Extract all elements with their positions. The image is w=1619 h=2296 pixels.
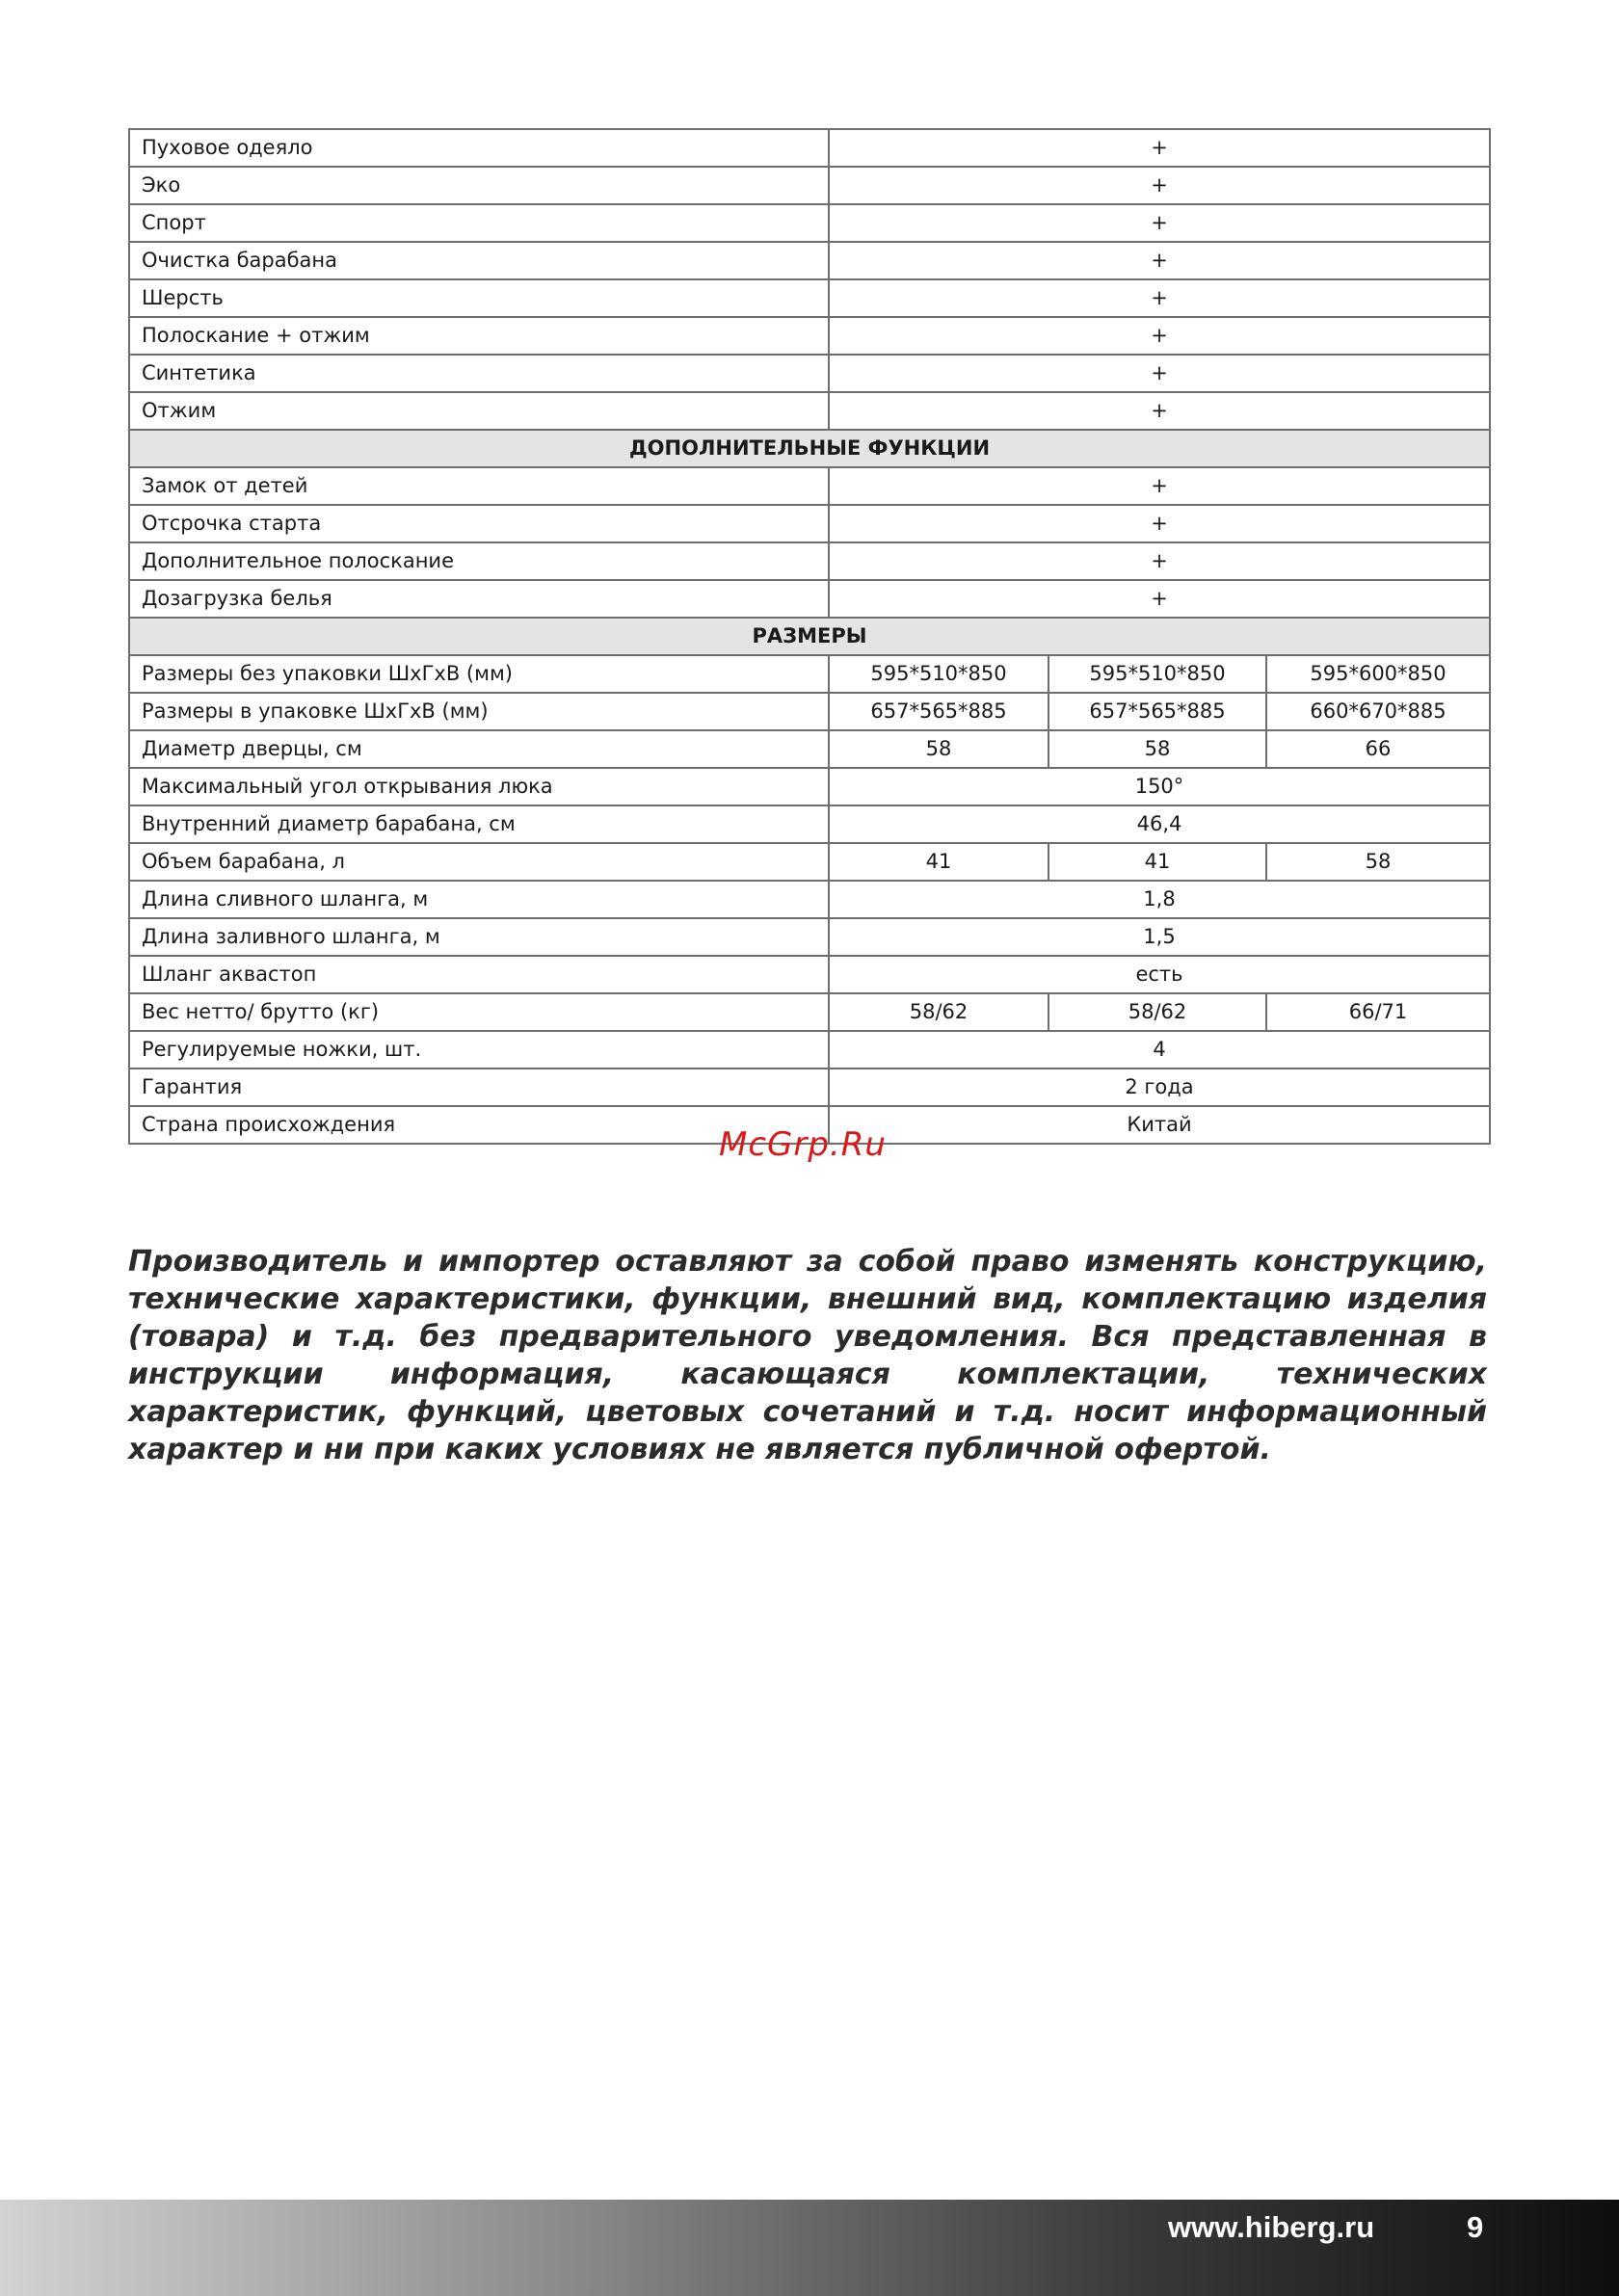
row-value: 657*565*885 <box>1048 693 1266 730</box>
row-label: Полоскание + отжим <box>129 317 829 355</box>
row-value: есть <box>829 956 1490 993</box>
section-header-dimensions <box>129 618 1490 655</box>
table-row <box>129 655 1490 693</box>
row-label: Внутренний диаметр барабана, см <box>129 805 829 843</box>
table-row <box>129 881 1490 918</box>
row-value: 4 <box>829 1031 1490 1069</box>
row-value: 66 <box>1266 730 1490 768</box>
page-number: 9 <box>1467 2210 1484 2244</box>
row-value: + <box>829 242 1490 279</box>
row-value: 660*670*885 <box>1266 693 1490 730</box>
row-value: 41 <box>829 843 1048 881</box>
row-label: Спорт <box>129 204 829 242</box>
row-label: Шерсть <box>129 279 829 317</box>
row-value: + <box>829 167 1490 204</box>
row-value: + <box>829 542 1490 580</box>
row-label: Диаметр дверцы, см <box>129 730 829 768</box>
footer-band <box>0 2200 1619 2296</box>
row-value: 58/62 <box>829 993 1048 1031</box>
table-row <box>129 768 1490 805</box>
table-row <box>129 279 1490 317</box>
row-value: 2 года <box>829 1069 1490 1106</box>
row-value: + <box>829 204 1490 242</box>
row-label: Очистка барабана <box>129 242 829 279</box>
row-value: 1,8 <box>829 881 1490 918</box>
row-label: Регулируемые ножки, шт. <box>129 1031 829 1069</box>
table-row <box>129 167 1490 204</box>
disclaimer-paragraph: Производитель и импортер оставляют за собой право изменять конструкцию, технические характеристики, функции, внешний вид, комплектацию изделия (товара) и т.д. без предварительного уведомления. Вся представленная в инструкции информация, касающаяся комплектации, технических характеристик, функций, цветовых сочетаний и т.д. носит информационный характер и ни при каких условиях не является публичной офертой. <box>128 1245 1487 1466</box>
section-header-functions <box>129 430 1490 467</box>
table-row <box>129 204 1490 242</box>
row-label: Длина заливного шланга, м <box>129 918 829 956</box>
row-value: 58 <box>1048 730 1266 768</box>
row-value: 657*565*885 <box>829 693 1048 730</box>
table-row <box>129 993 1490 1031</box>
row-value: + <box>829 355 1490 392</box>
row-value: Китай <box>829 1106 1490 1144</box>
row-label: Размеры в упаковке ШхГхВ (мм) <box>129 693 829 730</box>
row-label: Отсрочка старта <box>129 505 829 542</box>
row-value: 595*510*850 <box>829 655 1048 693</box>
row-value: + <box>829 505 1490 542</box>
row-label: Гарантия <box>129 1069 829 1106</box>
table-row <box>129 956 1490 993</box>
table-row <box>129 580 1490 618</box>
row-label: Пуховое одеяло <box>129 129 829 167</box>
row-label: Страна происхождения <box>129 1106 829 1144</box>
table-row <box>129 317 1490 355</box>
row-label: Объем барабана, л <box>129 843 829 881</box>
row-label: Длина сливного шланга, м <box>129 881 829 918</box>
row-label: Дозагрузка белья <box>129 580 829 618</box>
row-value: + <box>829 317 1490 355</box>
row-label: Размеры без упаковки ШхГхВ (мм) <box>129 655 829 693</box>
table-row <box>129 805 1490 843</box>
row-label: Синтетика <box>129 355 829 392</box>
table-row <box>129 355 1490 392</box>
section-title: ДОПОЛНИТЕЛЬНЫЕ ФУНКЦИИ <box>129 430 1490 467</box>
row-value: + <box>829 129 1490 167</box>
watermark: McGrp.Ru <box>719 1125 887 1164</box>
table-row <box>129 467 1490 505</box>
table-row <box>129 542 1490 580</box>
row-value: 595*600*850 <box>1266 655 1490 693</box>
row-value: + <box>829 392 1490 430</box>
table-row <box>129 1069 1490 1106</box>
footer-site-link[interactable]: www.hiberg.ru <box>1168 2210 1375 2244</box>
row-value: 1,5 <box>829 918 1490 956</box>
row-value: 595*510*850 <box>1048 655 1266 693</box>
table-row <box>129 392 1490 430</box>
table-row <box>129 843 1490 881</box>
row-value: + <box>829 580 1490 618</box>
row-value: 66/71 <box>1266 993 1490 1031</box>
row-label: Максимальный угол открывания люка <box>129 768 829 805</box>
row-label: Шланг аквастоп <box>129 956 829 993</box>
row-value: 58 <box>1266 843 1490 881</box>
row-value: 41 <box>1048 843 1266 881</box>
table-row <box>129 730 1490 768</box>
row-label: Эко <box>129 167 829 204</box>
row-value: 46,4 <box>829 805 1490 843</box>
section-title: РАЗМЕРЫ <box>129 618 1490 655</box>
row-value: + <box>829 467 1490 505</box>
row-value: + <box>829 279 1490 317</box>
row-label: Отжим <box>129 392 829 430</box>
table-row <box>129 242 1490 279</box>
spec-table <box>128 128 1491 1145</box>
row-label: Замок от детей <box>129 467 829 505</box>
table-row <box>129 1031 1490 1069</box>
table-row <box>129 129 1490 167</box>
row-label: Дополнительное полоскание <box>129 542 829 580</box>
row-label: Вес нетто/ брутто (кг) <box>129 993 829 1031</box>
table-row <box>129 505 1490 542</box>
row-value: 150° <box>829 768 1490 805</box>
table-row <box>129 693 1490 730</box>
table-row <box>129 918 1490 956</box>
row-value: 58 <box>829 730 1048 768</box>
row-value: 58/62 <box>1048 993 1266 1031</box>
